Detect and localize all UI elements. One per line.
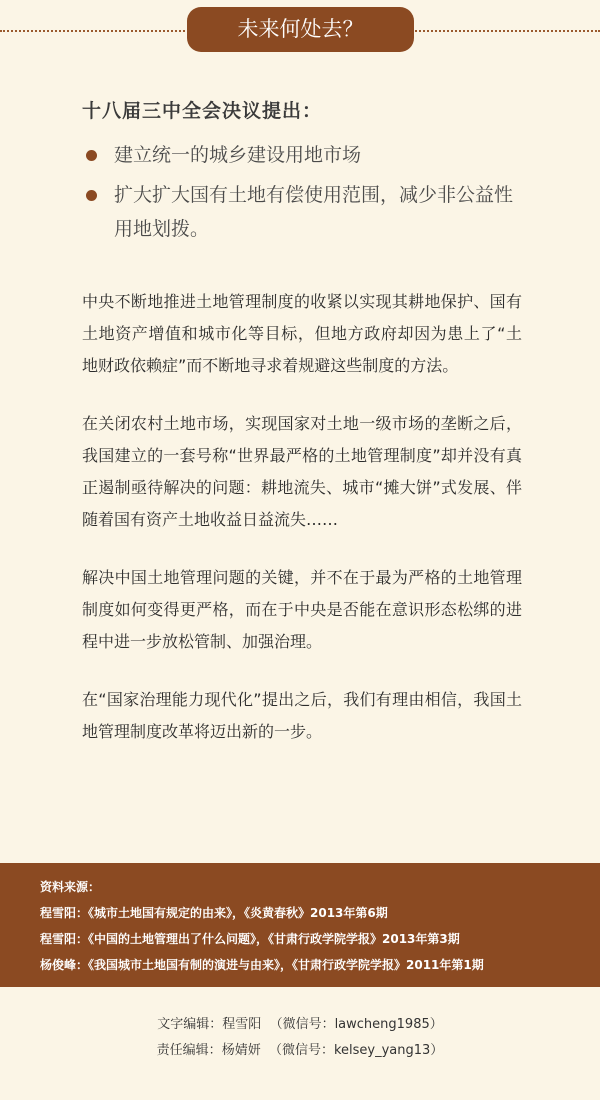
section-title: 未来何处去？: [187, 7, 414, 52]
bullet-item: [84, 178, 524, 246]
bullet-text: 建立统一的城乡建设用地市场: [114, 144, 362, 166]
bullet-dot-icon: [86, 190, 97, 201]
editor-credits: [0, 1012, 600, 1064]
credit-name: 程雪阳: [222, 1017, 262, 1032]
credit-role: 文字编辑：: [157, 1017, 223, 1032]
paragraph: 中央不断地推进土地管理制度的收紧以实现其耕地保护、国有土地资产增值和城市化等目标，但地方政府却因为患上了“土地财政依赖症”而不断地寻求着规避这些制度的方法。: [82, 292, 522, 375]
paragraph: 在“国家治理能力现代化”提出之后，我们有理由相信，我国土地管理制度改革将迈出新的一步。: [82, 690, 522, 741]
sources-title: 资料来源：: [40, 880, 101, 894]
credit-wechat: （微信号：kelsey_yang13）: [268, 1043, 444, 1058]
resolution-title: 十八届三中全会决议提出：: [82, 100, 323, 122]
source-item: 杨俊峰：《我国城市土地国有制的演进与由来》，《甘肃行政学院学报》2011年第1期: [40, 958, 484, 972]
credit-name: 杨婧妍: [221, 1043, 261, 1058]
credit-responsible-editor: [0, 1038, 600, 1064]
paragraph: 解决中国土地管理问题的关键，并不在于最为严格的土地管理制度如何变得更严格，而在于中央是否能在意识形态松绑的进程中进一步放松管制、加强治理。: [82, 568, 522, 651]
source-item: 程雪阳：《城市土地国有规定的由来》，《炎黄春秋》2013年第6期: [40, 906, 388, 920]
bullet-item: [84, 138, 524, 172]
resolution-bullets: [84, 138, 524, 252]
credit-text-editor: [0, 1012, 600, 1038]
credit-role: 责任编辑：: [156, 1043, 222, 1058]
credit-wechat: （微信号：lawcheng1985）: [269, 1017, 443, 1032]
sources-panel: [0, 863, 600, 987]
bullet-text: 扩大扩大国有土地有偿使用范围，减少非公益性用地划拨。: [114, 184, 514, 240]
article-body: [82, 286, 522, 774]
paragraph: 在关闭农村土地市场，实现国家对土地一级市场的垄断之后，我国建立的一套号称“世界最严格的土地管理制度”却并没有真正遏制亟待解决的问题：耕地流失、城市“摊大饼”式发展、伴随着国有资产土地收益日益流失……: [82, 414, 522, 529]
source-item: 程雪阳：《中国的土地管理出了什么问题》，《甘肃行政学院学报》2013年第3期: [40, 932, 460, 946]
header: [0, 0, 600, 60]
bullet-dot-icon: [86, 150, 97, 161]
